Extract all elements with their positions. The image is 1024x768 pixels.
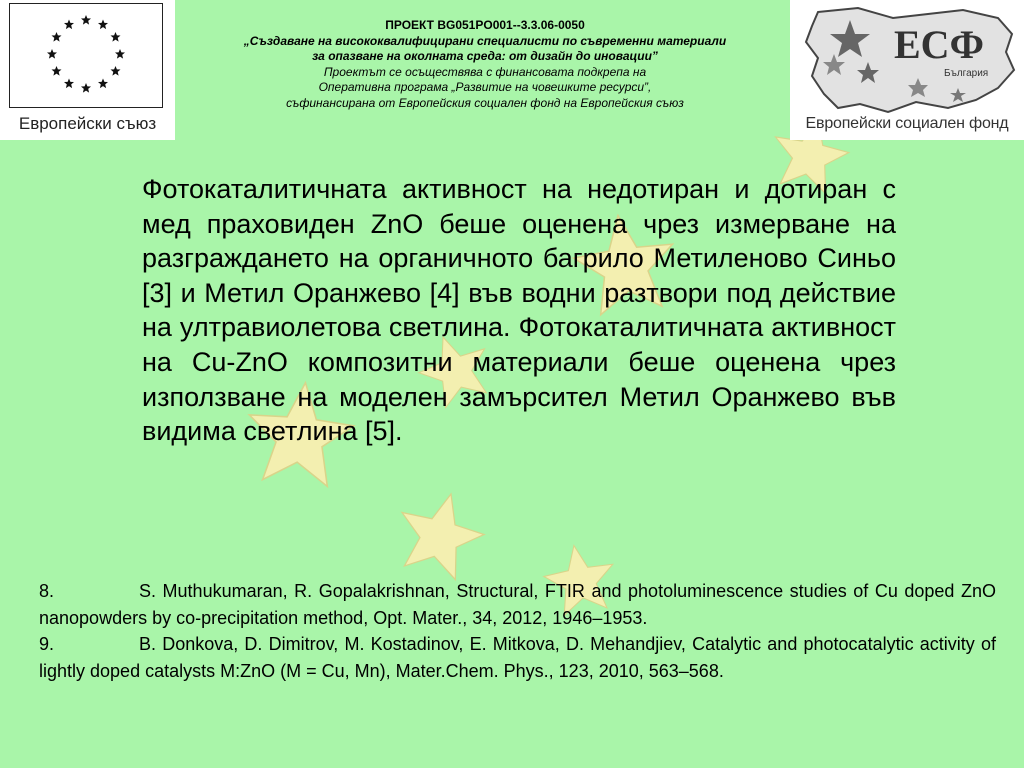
funding-line1: Проектът се осъществява с финансовата подкрепа на	[323, 64, 647, 79]
funding-line2: Оперативна програма „Развитие на човешките ресурси”,	[318, 80, 652, 94]
esf-logo	[790, 0, 1024, 140]
references-list	[39, 578, 996, 684]
eu-flag-icon	[9, 3, 163, 108]
esf-country: България	[944, 68, 989, 79]
bulgaria-map-icon	[798, 4, 1020, 116]
project-header	[185, 18, 785, 111]
eu-label: Европейски съюз	[18, 114, 157, 133]
reference-item	[39, 578, 996, 631]
eu-logo	[0, 0, 175, 140]
esf-label: Европейски социален фонд	[805, 115, 1009, 132]
project-code: ПРОЕКТ BG051PO001--3.3.06-0050	[385, 18, 585, 32]
reference-text: B. Donkova, D. Dimitrov, M. Kostadinov, E. Mitkova, D. Mehandjiev, Catalytic and photocatalytic activity of lightly doped catalysts M:ZnO (M = Cu, Mn), Mater.Chem. Phys., 123, 2010, 563–568.	[39, 634, 996, 681]
background-star	[389, 483, 492, 584]
project-title-line2: за опазване на околната среда: от дизайн до иновации”	[312, 49, 658, 63]
reference-number: 9.	[39, 634, 55, 654]
reference-text: S. Muthukumaran, R. Gopalakrishnan, Structural, FTIR and photoluminescence studies of Cu doped ZnO nanopowders by co-precipitation method, Opt. Mater., 34, 2012, 1946–1953.	[39, 581, 996, 628]
main-paragraph	[142, 172, 896, 449]
project-title-line1: „Създаване на висококвалифицирани специалисти по съвременни материали	[243, 33, 727, 48]
reference-number: 8.	[39, 581, 55, 601]
esf-acronym: ЕСФ	[894, 22, 984, 67]
funding-line3: съфинансирана от Европейския социален фонд на Европейския съюз	[286, 95, 684, 110]
main-paragraph-text: Фотокаталитичната активност на недотиран и дотиран с мед праховиден ZnO беше оценена чрез измерване на разграждането на органичното багрило Метиленово Синьо [3] и Метил Оранжево [4] във водни разтвори под действие на ултравиолетова светлина. Фотокаталитичната активност на Cu-ZnO композитни материали беше оценена чрез използване на моделен замърсител Метил Оранжево във видима светлина [5].	[142, 174, 896, 447]
reference-item	[39, 631, 996, 684]
